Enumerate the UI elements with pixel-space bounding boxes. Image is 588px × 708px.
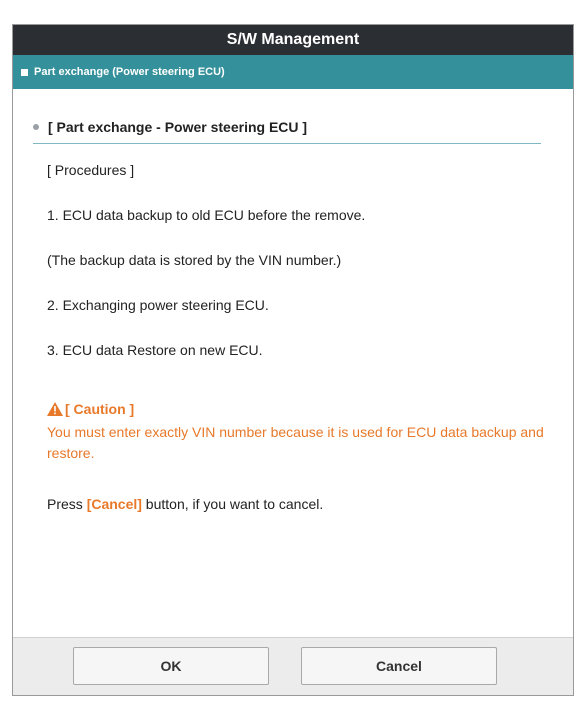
square-bullet-icon	[21, 69, 28, 76]
procedure-step-3: 3. ECU data Restore on new ECU.	[47, 342, 263, 358]
procedures-heading: [ Procedures ]	[47, 162, 135, 178]
section-title-text: [ Part exchange - Power steering ECU ]	[48, 119, 308, 135]
press-text-before: Press	[47, 496, 87, 512]
cancel-button[interactable]: Cancel	[301, 647, 497, 685]
bullet-dot-icon	[33, 124, 39, 130]
warning-icon	[47, 402, 63, 416]
press-text-after: button, if you want to cancel.	[141, 496, 324, 512]
procedure-step-2: 2. Exchanging power steering ECU.	[47, 297, 269, 313]
procedure-step-1: 1. ECU data backup to old ECU before the remove.	[47, 207, 366, 223]
subheader-bar	[13, 55, 573, 89]
subheader-label: Part exchange (Power steering ECU)	[34, 66, 225, 78]
procedure-note: (The backup data is stored by the VIN number.)	[47, 252, 342, 268]
press-text-highlight: [Cancel]	[86, 496, 142, 512]
caution-title	[47, 401, 134, 417]
dialog-footer	[13, 637, 573, 695]
press-cancel-hint	[47, 496, 323, 512]
sw-management-dialog	[12, 24, 574, 696]
window-title: S/W Management	[13, 25, 573, 55]
section-title	[33, 119, 541, 144]
caution-title-text: [ Caution ]	[65, 401, 135, 417]
ok-button[interactable]: OK	[73, 647, 269, 685]
caution-text: You must enter exactly VIN number because it is used for ECU data backup and restore.	[47, 424, 544, 461]
